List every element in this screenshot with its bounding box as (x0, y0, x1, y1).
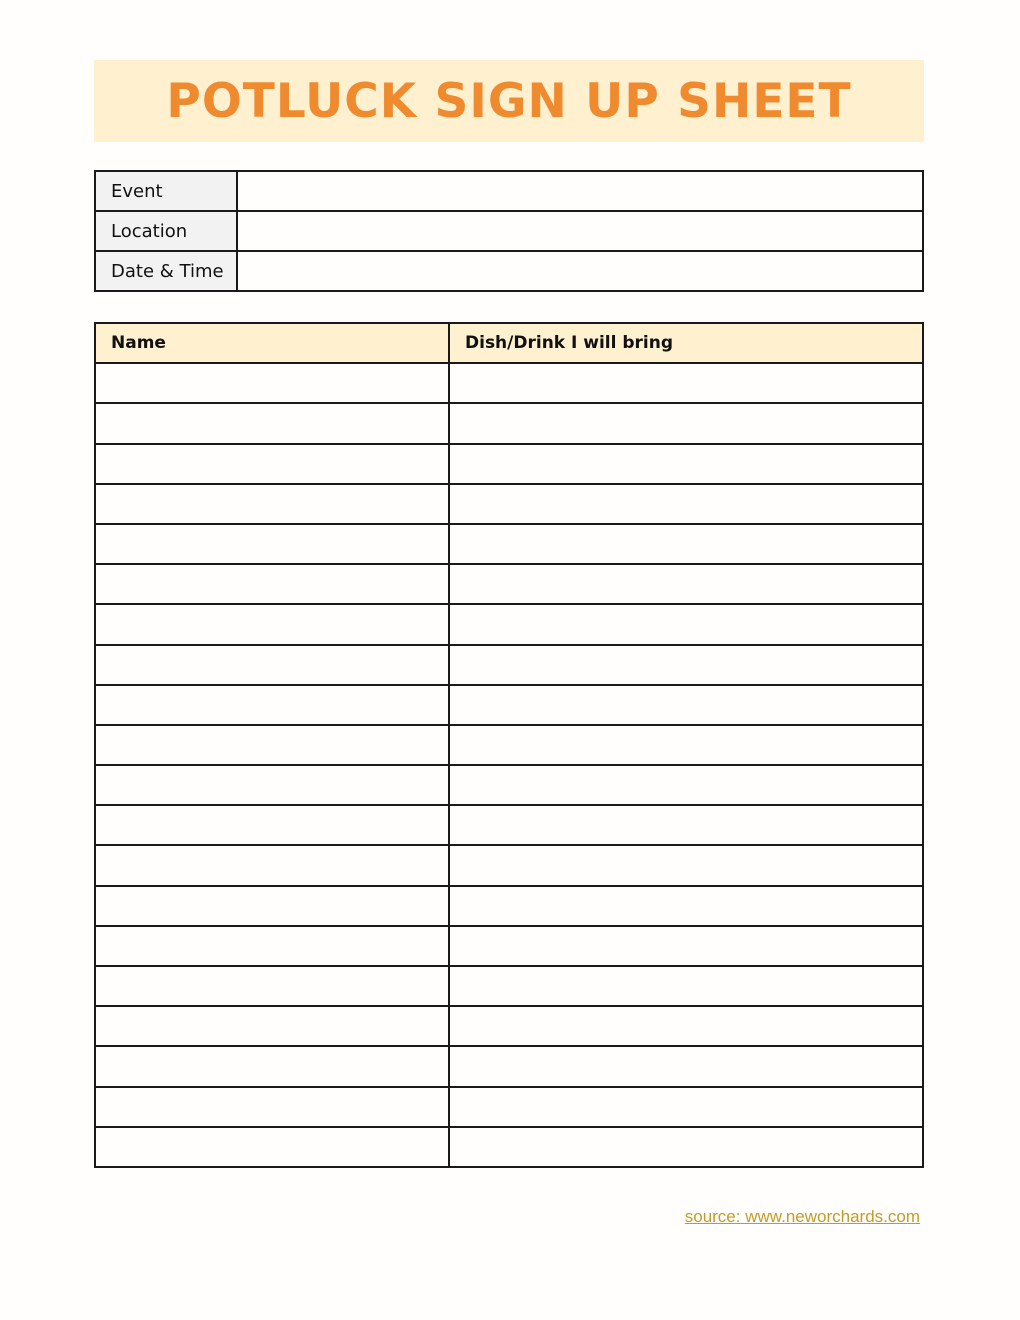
table-row (95, 725, 923, 765)
table-row (95, 845, 923, 885)
dish-cell[interactable] (449, 564, 923, 604)
table-row (95, 403, 923, 443)
table-row (95, 645, 923, 685)
table-row (95, 886, 923, 926)
dish-cell[interactable] (449, 403, 923, 443)
event-row (95, 171, 923, 211)
table-row (95, 363, 923, 403)
location-row (95, 211, 923, 251)
date-time-label: Date & Time (95, 251, 237, 291)
page-title: POTLUCK SIGN UP SHEET (166, 73, 852, 129)
name-column-header: Name (95, 323, 449, 363)
signup-header-row (95, 323, 923, 363)
table-row (95, 484, 923, 524)
title-banner (94, 60, 924, 142)
name-cell[interactable] (95, 1006, 449, 1046)
dish-column-header: Dish/Drink I will bring (449, 323, 923, 363)
event-field[interactable] (237, 171, 923, 211)
name-cell[interactable] (95, 484, 449, 524)
date-time-row (95, 251, 923, 291)
table-row (95, 1087, 923, 1127)
dish-cell[interactable] (449, 765, 923, 805)
dish-cell[interactable] (449, 524, 923, 564)
location-label: Location (95, 211, 237, 251)
dish-cell[interactable] (449, 725, 923, 765)
name-cell[interactable] (95, 765, 449, 805)
signup-table (94, 322, 924, 1168)
name-cell[interactable] (95, 403, 449, 443)
table-row (95, 444, 923, 484)
table-row (95, 926, 923, 966)
dish-cell[interactable] (449, 1046, 923, 1086)
name-cell[interactable] (95, 1087, 449, 1127)
name-cell[interactable] (95, 564, 449, 604)
name-cell[interactable] (95, 645, 449, 685)
name-cell[interactable] (95, 725, 449, 765)
location-field[interactable] (237, 211, 923, 251)
name-cell[interactable] (95, 926, 449, 966)
dish-cell[interactable] (449, 886, 923, 926)
name-cell[interactable] (95, 1127, 449, 1167)
name-cell[interactable] (95, 1046, 449, 1086)
dish-cell[interactable] (449, 1006, 923, 1046)
table-row (95, 1006, 923, 1046)
table-row (95, 564, 923, 604)
dish-cell[interactable] (449, 484, 923, 524)
name-cell[interactable] (95, 845, 449, 885)
event-label: Event (95, 171, 237, 211)
dish-cell[interactable] (449, 685, 923, 725)
table-row (95, 604, 923, 644)
table-row (95, 1046, 923, 1086)
name-cell[interactable] (95, 805, 449, 845)
name-cell[interactable] (95, 524, 449, 564)
table-row (95, 524, 923, 564)
table-row (95, 966, 923, 1006)
date-time-field[interactable] (237, 251, 923, 291)
name-cell[interactable] (95, 966, 449, 1006)
dish-cell[interactable] (449, 645, 923, 685)
dish-cell[interactable] (449, 444, 923, 484)
name-cell[interactable] (95, 886, 449, 926)
dish-cell[interactable] (449, 1127, 923, 1167)
name-cell[interactable] (95, 363, 449, 403)
dish-cell[interactable] (449, 805, 923, 845)
dish-cell[interactable] (449, 363, 923, 403)
event-info-table (94, 170, 924, 292)
dish-cell[interactable] (449, 966, 923, 1006)
table-row (95, 1127, 923, 1167)
dish-cell[interactable] (449, 926, 923, 966)
dish-cell[interactable] (449, 1087, 923, 1127)
table-row (95, 685, 923, 725)
source-link[interactable]: source: www.neworchards.com (684, 1207, 920, 1226)
dish-cell[interactable] (449, 845, 923, 885)
name-cell[interactable] (95, 444, 449, 484)
name-cell[interactable] (95, 604, 449, 644)
table-row (95, 765, 923, 805)
name-cell[interactable] (95, 685, 449, 725)
table-row (95, 805, 923, 845)
dish-cell[interactable] (449, 604, 923, 644)
